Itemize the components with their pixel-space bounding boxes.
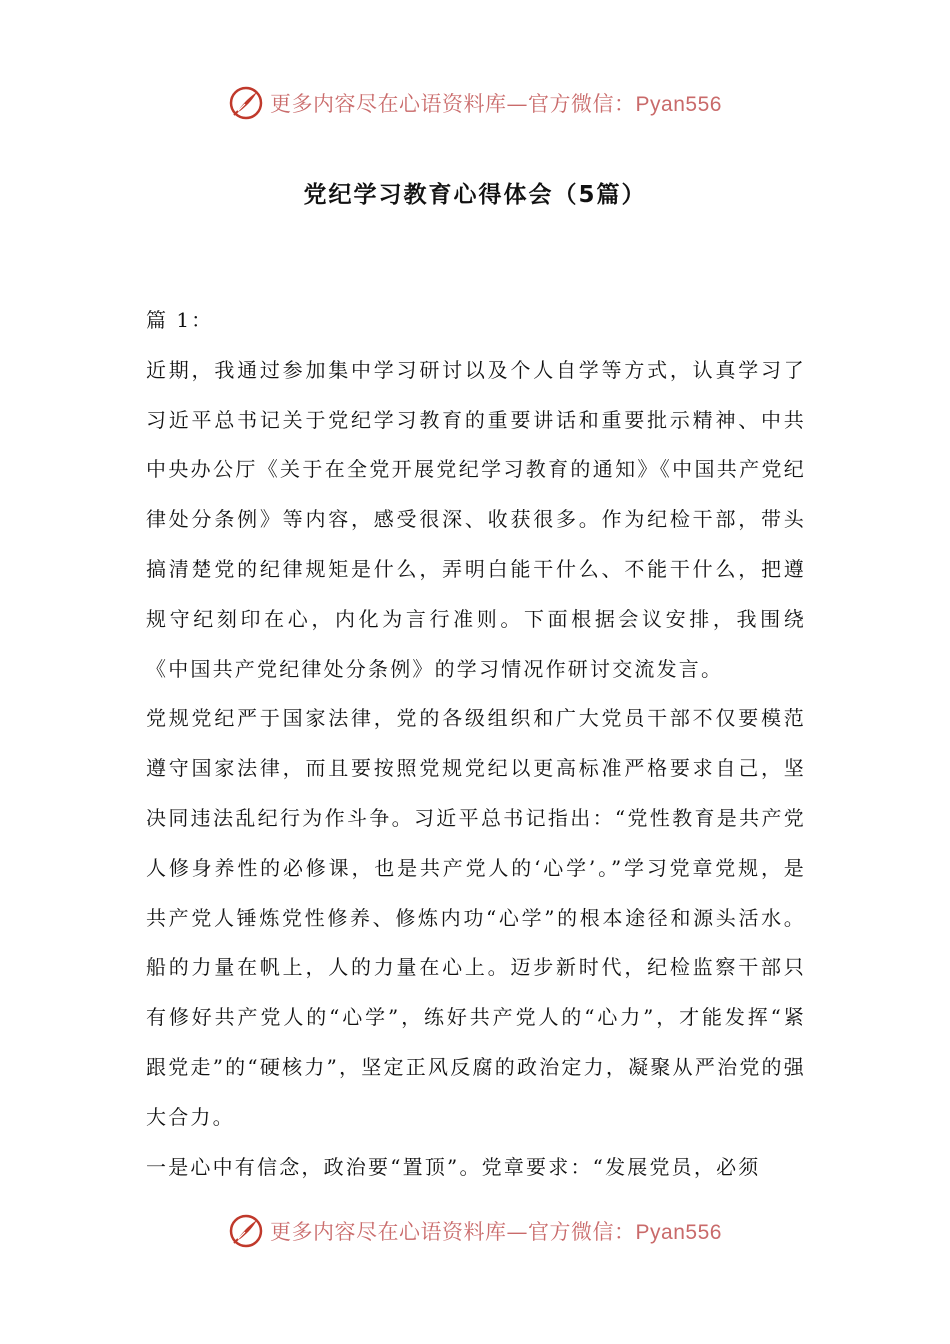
document-body: [146, 296, 806, 1192]
paragraph: 一是心中有信念，政治要“置顶”。党章要求：“发展党员，必须: [146, 1154, 761, 1179]
section-label: 篇 1：: [146, 308, 214, 332]
watermark-text: 更多内容尽在心语资料库—官方微信：Pyan556: [270, 1220, 722, 1244]
paragraph: 党规党纪严于国家法律，党的各级组织和广大党员干部不仅要模范遵守国家法律，而且要按照党规党纪以更高标准严格要求自己，坚决同违法乱纪行为作斗争。习近平总书记指出：“党性教育是共产党人修身养性的必修课，也是共产党人的‘心学’。”学习党章党规，是共产党人锤炼党性修养、修炼内功“心学”的根本途径和源头活水。船的力量在帆上，人的力量在心上。迈步新时代，纪检监察干部只有修好共产党人的“心学”，练好共产党人的“心力”，才能发挥“紧跟党走”的“硬核力”，坚定正风反腐的政治定力，凝聚从严治党的强大合力。: [146, 706, 806, 1129]
footer-watermark-banner: [0, 1208, 950, 1254]
paragraph: 近期，我通过参加集中学习研讨以及个人自学等方式，认真学习了习近平总书记关于党纪学习教育的重要讲话和重要批示精神、中共中央办公厅《关于在全党开展党纪学习教育的通知》《中国共产党纪律处分条例》等内容，感受很深、收获很多。作为纪检干部，带头搞清楚党的纪律规矩是什么，弄明白能干什么、不能干什么，把遵规守纪刻印在心，内化为言行准则。下面根据会议安排，我围绕《中国共产党纪律处分条例》的学习情况作研讨交流发言。: [146, 357, 806, 681]
feather-pen-logo-icon: [228, 1213, 264, 1249]
document-title: 党纪学习教育心得体会（5篇）: [303, 182, 647, 208]
header-watermark-banner: [0, 80, 950, 126]
feather-pen-logo-icon: [228, 85, 264, 121]
watermark-text: 更多内容尽在心语资料库—官方微信：Pyan556: [270, 92, 722, 116]
